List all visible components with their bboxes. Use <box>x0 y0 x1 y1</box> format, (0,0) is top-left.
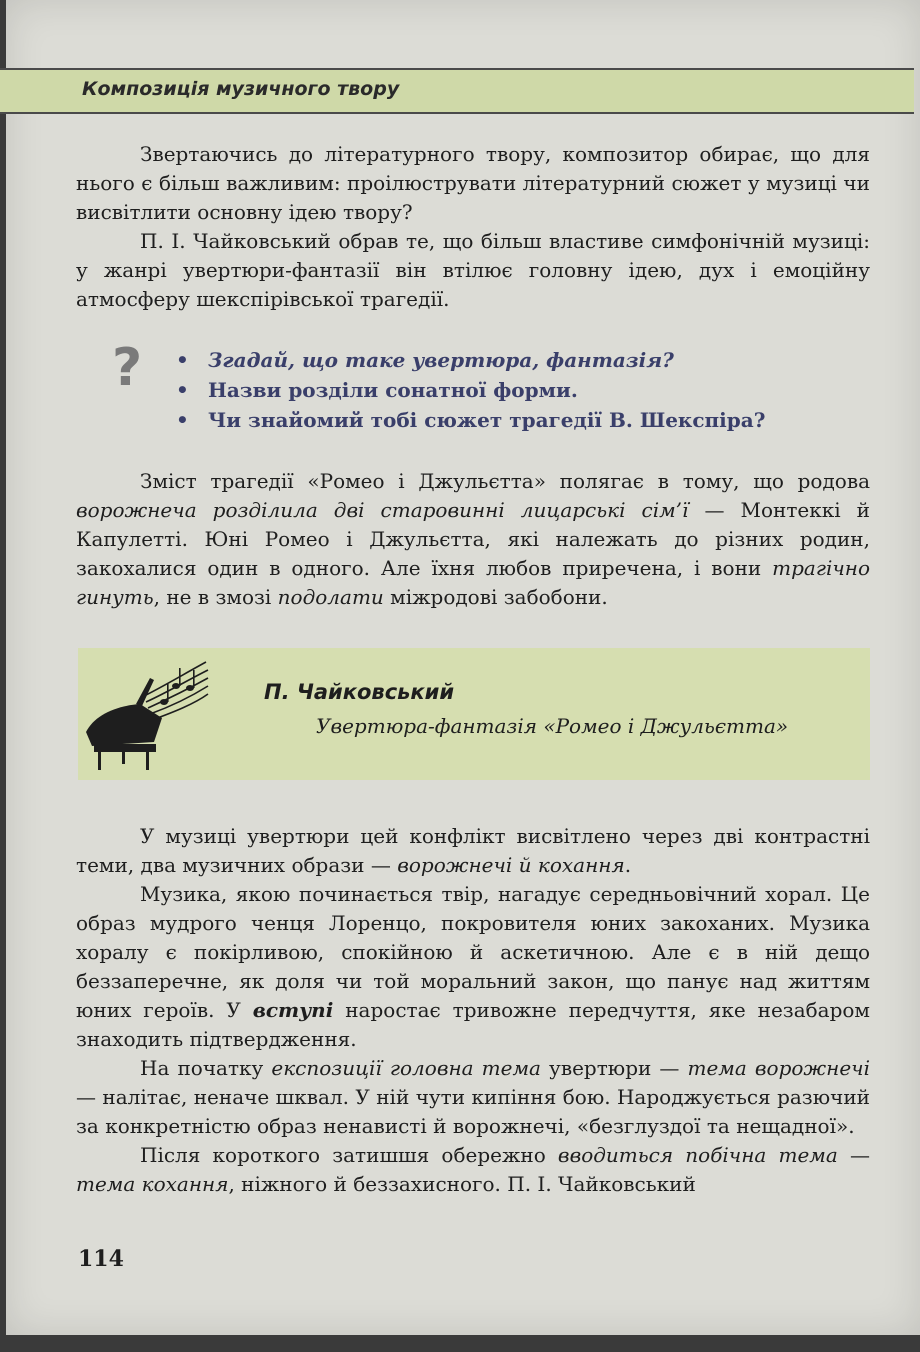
bullet-icon: • <box>176 408 189 432</box>
bullet-icon: • <box>176 348 189 372</box>
analysis-paragraph: У музиці увертюри цей конфлікт висвітлено через дві контрастні теми, два музичних образи — ворожнечі й кохання. <box>76 824 870 877</box>
question-text: Назви розділи сонатної форми. <box>208 378 578 402</box>
question-item <box>176 345 765 375</box>
section-title: Композиція музичного твору <box>82 78 400 100</box>
question-text: Згадай, що таке увертюра, фантазія? <box>208 348 674 372</box>
analysis-paragraph: Після короткого затишшя обережно вводиться побічна тема — тема кохання, ніжного й беззахисного. П. І. Чайковський <box>76 1143 871 1196</box>
piano-with-notes-icon <box>84 656 210 774</box>
analysis-paragraph: Музика, якою починається твір, нагадує середньовічний хорал. Це образ мудрого ченця Лоренцо, покровителя юних закоханих. Музика хоралу є покірливою, спокійною й аскетичною. Але є в ній дещо беззаперечне, як доля чи той моральний закон, що панує над життям юних героїв. У вступі наростає тривожне передчуття, яке незабаром знаходить підтвердження. <box>76 882 870 1051</box>
question-text: Чи знайомий тобі сюжет трагедії В. Шекспіра? <box>208 408 766 432</box>
intro-text <box>76 140 870 314</box>
intro-paragraph-2: П. І. Чайковський обрав те, що більш властиве симфонічній музиці: у жанрі увертюри-фантазії він втілює головну ідею, дух і емоційну атмосферу шекспірівської трагедії. <box>76 229 870 311</box>
analysis-text <box>76 822 870 1199</box>
question-item <box>176 375 765 405</box>
intro-paragraph-1: Звертаючись до літературного твору, композитор обирає, що для нього є більш важливим: проілюструвати літературний сюжет у музиці чи висвітлити основну ідею твору? <box>76 142 870 224</box>
question-item <box>176 405 765 435</box>
work-title: Увертюра-фантазія «Ромео і Джульєтта» <box>316 714 789 738</box>
analysis-paragraph: На початку експозиції головна тема увертюри — тема ворожнечі — налітає, неначе шквал. У ній чути кипіння бою. Народжується разючий за конкретністю образ ненависті й ворожнечі, «безглуздої та нещадної». <box>76 1056 870 1138</box>
review-questions <box>176 345 765 435</box>
story-paragraph: Зміст трагедії «Ромео і Джульєтта» полягає в тому, що родова ворожнеча розділила дві старовинні лицарські сім’ї — Монтеккі й Капулетті. Юні Ромео і Джульєтта, які належать до різних родин, закохалися один в одного. Але їхня любов приречена, і вони трагічно гинуть, не в змозі подолати міжродові забобони. <box>76 469 870 609</box>
composer-name: П. Чайковський <box>264 680 455 704</box>
page-number: 114 <box>78 1246 124 1272</box>
story-text <box>76 467 870 612</box>
bullet-icon: • <box>176 378 189 402</box>
question-mark-icon: ? <box>112 338 143 398</box>
